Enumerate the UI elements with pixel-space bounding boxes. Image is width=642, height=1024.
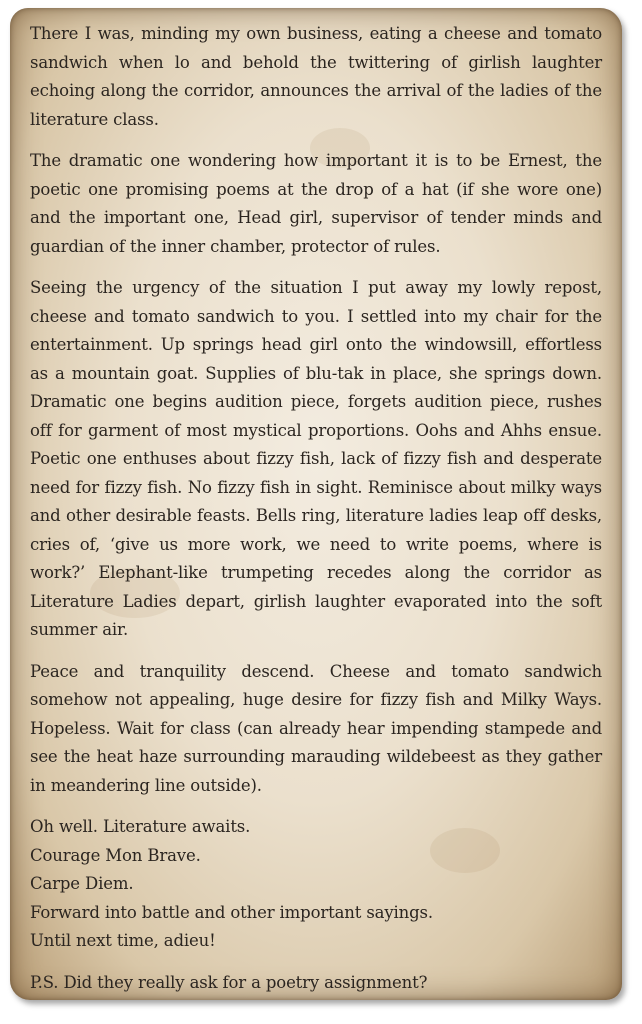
closing-line: Courage Mon Brave. xyxy=(30,845,201,865)
paragraph-4: Peace and tranquility descend. Cheese and tomato sandwich somehow not appealing, huge desire for fizzy fish and Milky Ways. Hopeless. Wait for class (can already hear impending stampede and see the heat haze surrounding marauding wildebeest as they gather in meandering line outside). xyxy=(30,661,602,795)
closing-line: Forward into battle and other important sayings. xyxy=(30,902,433,922)
paragraph-2: The dramatic one wondering how important it is to be Ernest, the poetic one promising poems at the drop of a hat (if she wore one) and the important one, Head girl, supervisor of tender minds and guardian of the inner chamber, protector of rules. xyxy=(30,151,602,256)
parchment-page xyxy=(10,8,622,1000)
closing-lines xyxy=(30,813,602,956)
paragraph-3: Seeing the urgency of the situation I put away my lowly repost, cheese and tomato sandwich to you. I settled into my chair for the entertainment. Up springs head girl onto the windowsill, effortless as a mountain goat. Supplies of blu-tak in place, she springs down. Dramatic one begins audition piece, forgets audition piece, rushes off for garment of most mystical proportions. Oohs and Ahhs ensue. Poetic one enthuses about fizzy fish, lack of fizzy fish and desperate need for fizzy fish. No fizzy fish in sight. Reminisce about milky ways and other desirable feasts. Bells ring, literature ladies leap off desks, cries of, ‘give us more work, we need to write poems, where is work?’ Elephant-like trumpeting recedes along the corridor as Literature Ladies depart, girlish laughter evaporated into the soft summer air. xyxy=(30,278,602,639)
letter-body xyxy=(30,20,602,1000)
paragraph-1: There I was, minding my own business, eating a cheese and tomato sandwich when lo and behold the twittering of girlish laughter echoing along the corridor, announces the arrival of the ladies of the literature class. xyxy=(30,24,602,129)
closing-line: Carpe Diem. xyxy=(30,874,134,893)
closing-line: Until next time, adieu! xyxy=(30,931,216,950)
postscript: P.S. Did they really ask for a poetry assignment? xyxy=(30,972,428,992)
closing-line: Oh well. Literature awaits. xyxy=(30,817,251,836)
